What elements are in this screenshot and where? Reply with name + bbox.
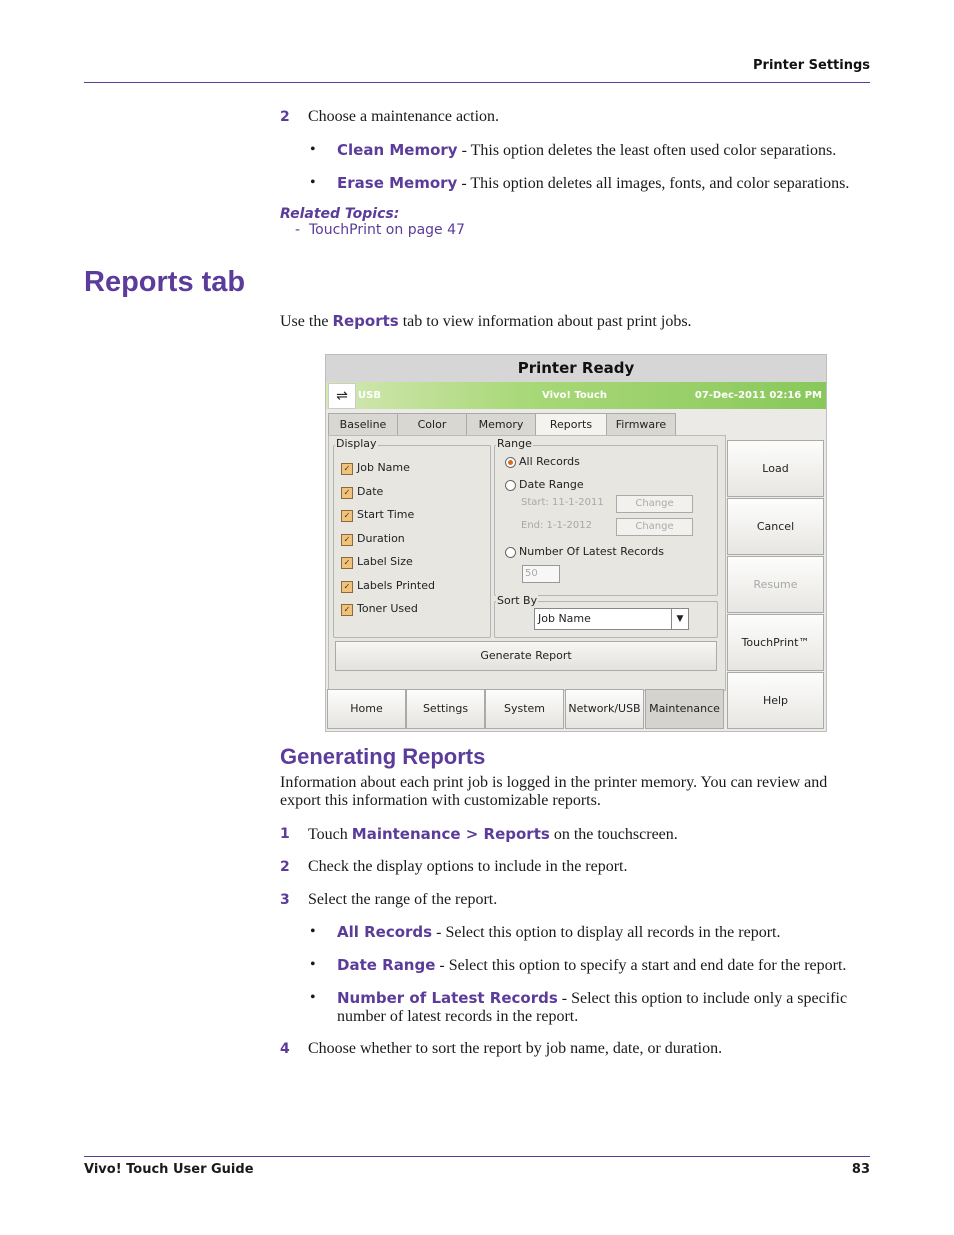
footer-rule	[84, 1156, 870, 1157]
chevron-down-icon: ▼	[671, 609, 688, 629]
link-dash: -	[295, 222, 301, 238]
bullet-desc: - Select this option to display all records in the report.	[432, 924, 781, 941]
model-label: Vivo! Touch	[542, 390, 607, 401]
latest-count-input[interactable]: 50	[522, 565, 560, 583]
tab-firmware[interactable]: Firmware	[606, 413, 676, 437]
step-number: 2	[280, 109, 290, 125]
radio-label: Number Of Latest Records	[519, 545, 664, 558]
sort-by-select[interactable]	[534, 608, 689, 630]
radio-label: All Records	[519, 455, 580, 468]
touchprint-button[interactable]: TouchPrint™	[727, 614, 824, 671]
bullet-term: Number of Latest Records	[337, 989, 558, 1007]
bullet-dot: •	[310, 956, 316, 973]
status-bar	[326, 382, 826, 409]
radio-date-range[interactable]	[505, 480, 516, 491]
screen-title: Printer Ready	[326, 355, 826, 382]
checkbox-label: Job Name	[357, 461, 410, 474]
intro-paragraph	[280, 312, 692, 331]
bullet-term: Date Range	[337, 956, 436, 974]
bullet-desc: - This option deletes all images, fonts, and color separations.	[457, 175, 850, 192]
settings-button[interactable]: Settings	[406, 689, 485, 729]
bullet-term: Erase Memory	[337, 174, 458, 192]
bullet-dot: •	[310, 923, 316, 940]
network-usb-button[interactable]: Network/USB	[565, 689, 644, 729]
bullet-desc-continued: number of latest records in the report.	[337, 1008, 579, 1025]
checkbox-label: Start Time	[357, 508, 415, 521]
paragraph-line: export this information with customizable reports.	[280, 792, 601, 809]
bullet-term: All Records	[337, 923, 433, 941]
bullet-item	[337, 956, 846, 975]
step-text: Check the display options to include in the report.	[308, 858, 628, 875]
checkbox-label: Date	[357, 485, 384, 498]
range-group-label: Range	[497, 437, 532, 450]
reports-panel	[328, 435, 726, 691]
tab-memory[interactable]: Memory	[466, 413, 536, 437]
step-number: 4	[280, 1041, 290, 1057]
footer-title: Vivo! Touch User Guide	[84, 1162, 254, 1177]
help-button[interactable]: Help	[727, 672, 824, 729]
bullet-desc: - Select this option to specify a start and end date for the report.	[435, 957, 847, 974]
checkbox-label: Labels Printed	[357, 579, 435, 592]
load-button[interactable]: Load	[727, 440, 824, 497]
start-date: Start: 11-1-2011	[521, 497, 604, 508]
tab-baseline[interactable]: Baseline	[328, 413, 398, 437]
maintenance-button[interactable]: Maintenance	[645, 689, 724, 729]
usb-icon: ⇌	[328, 383, 356, 409]
radio-latest-records[interactable]	[505, 547, 516, 558]
printer-screenshot	[325, 354, 827, 732]
change-start-button[interactable]: Change	[616, 495, 693, 513]
bullet-item	[337, 141, 836, 160]
bullet-item	[337, 989, 847, 1008]
step-number: 1	[280, 826, 290, 842]
bullet-item	[337, 923, 780, 942]
checkbox-label: Toner Used	[357, 602, 418, 615]
step-text: Select the range of the report.	[308, 891, 498, 908]
checkbox-label: Duration	[357, 532, 405, 545]
checkbox-start-time[interactable]: ✓	[341, 510, 353, 522]
cancel-button[interactable]: Cancel	[727, 498, 824, 555]
link-text[interactable]: TouchPrint on page 47	[308, 222, 465, 238]
intro-term: Reports	[332, 312, 399, 330]
intro-text-end: tab to view information about past print jobs.	[398, 313, 692, 330]
step-number: 2	[280, 859, 290, 875]
bullet-item	[337, 174, 849, 193]
usb-label: USB	[358, 390, 381, 401]
change-end-button[interactable]: Change	[616, 518, 693, 536]
related-topics-label: Related Topics:	[280, 206, 400, 222]
step-text: Choose a maintenance action.	[308, 108, 500, 125]
paragraph-line: Information about each print job is logged in the printer memory. You can review and	[280, 774, 828, 791]
checkbox-labels-printed[interactable]: ✓	[341, 581, 353, 593]
generate-report-button[interactable]: Generate Report	[335, 641, 717, 671]
step-text: Choose whether to sort the report by job name, date, or duration.	[308, 1040, 723, 1057]
checkbox-label: Label Size	[357, 555, 413, 568]
checkbox-toner-used[interactable]: ✓	[341, 604, 353, 616]
resume-button[interactable]: Resume	[727, 556, 824, 613]
checkbox-date[interactable]: ✓	[341, 487, 353, 499]
tab-reports[interactable]: Reports	[535, 413, 607, 438]
datetime-label: 07-Dec-2011 02:16 PM	[694, 390, 822, 401]
bullet-dot: •	[310, 174, 316, 191]
sort-group-label: Sort By	[497, 594, 538, 607]
intro-text: Use the	[280, 313, 333, 330]
bullet-term: Clean Memory	[337, 141, 458, 159]
radio-label: Date Range	[519, 478, 584, 491]
system-button[interactable]: System	[485, 689, 564, 729]
section-heading: Reports tab	[84, 266, 246, 298]
bullet-dot: •	[310, 141, 316, 158]
radio-all-records[interactable]	[505, 457, 516, 468]
tab-color[interactable]: Color	[397, 413, 467, 437]
subsection-heading: Generating Reports	[280, 744, 486, 769]
step-text	[308, 825, 678, 844]
step-text-post: on the touchscreen.	[549, 826, 678, 843]
bullet-desc: - This option deletes the least often used color separations.	[457, 142, 837, 159]
header-rule	[84, 82, 870, 83]
related-topic-link[interactable]	[295, 222, 465, 238]
bullet-dot: •	[310, 989, 316, 1006]
bullet-desc: - Select this option to include only a specific	[557, 990, 848, 1007]
display-group-label: Display	[336, 437, 377, 450]
step-term: Maintenance > Reports	[351, 825, 550, 843]
checkbox-label-size[interactable]: ✓	[341, 557, 353, 569]
sort-by-value: Job Name	[538, 612, 591, 625]
page-number: 83	[851, 1162, 870, 1177]
checkbox-duration[interactable]: ✓	[341, 534, 353, 546]
step-text-pre: Touch	[308, 826, 352, 843]
end-date: End: 1-1-2012	[521, 520, 592, 531]
checkbox-job-name[interactable]: ✓	[341, 463, 353, 475]
step-number: 3	[280, 892, 290, 908]
home-button[interactable]: Home	[327, 689, 406, 729]
running-header: Printer Settings	[753, 58, 870, 73]
